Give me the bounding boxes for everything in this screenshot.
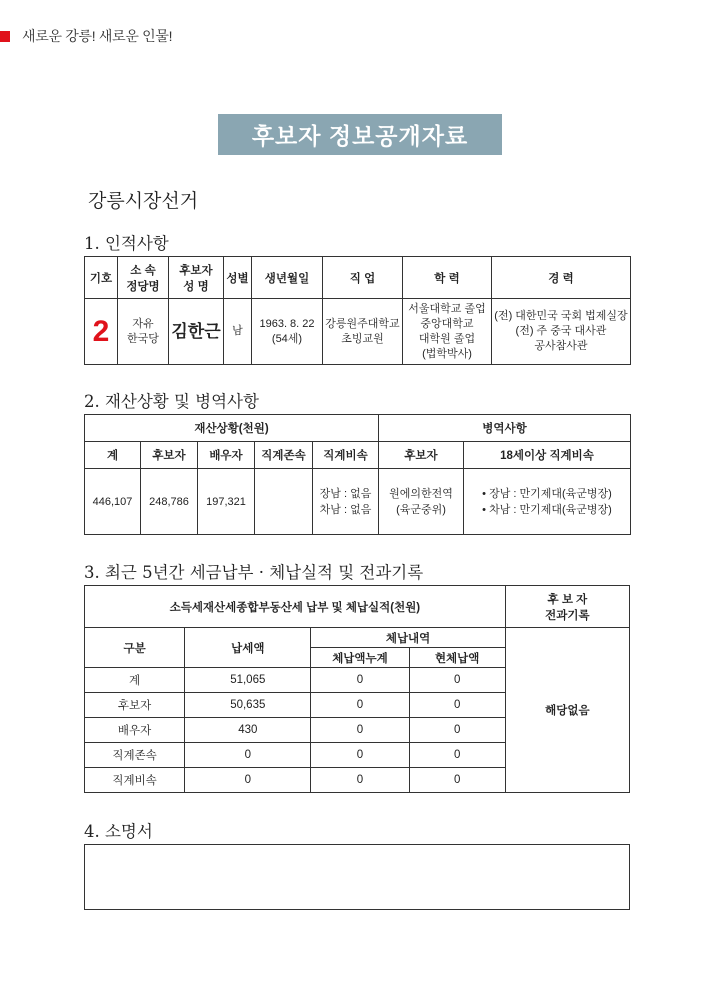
tax-category: 직계존속 bbox=[85, 743, 185, 768]
tax-arrears-total: 0 bbox=[311, 693, 409, 718]
tax-paid: 0 bbox=[185, 768, 311, 793]
tax-arrears-current: 0 bbox=[409, 668, 505, 693]
section1-title: 1. 인적사항 bbox=[84, 234, 169, 253]
tax-category: 배우자 bbox=[85, 718, 185, 743]
military-header: 병역사항 bbox=[379, 415, 631, 442]
col-military-descendant: 18세이상 직계비속 bbox=[464, 442, 631, 469]
property-ascendant bbox=[255, 469, 313, 535]
table-header-row bbox=[85, 628, 630, 648]
military-descendant: • 장남 : 만기제대(육군병장) • 차남 : 만기제대(육군병장) bbox=[464, 469, 631, 535]
slogan-text: 새로운 강릉! 새로운 인물! bbox=[22, 28, 173, 44]
red-square-marker bbox=[0, 31, 10, 42]
education: 서울대학교 졸업 중앙대학교 대학원 졸업 (법학박사) bbox=[403, 299, 492, 365]
tax-crime-table bbox=[84, 585, 630, 793]
section3-title: 3. 최근 5년간 세금납부 · 체납실적 및 전과기록 bbox=[84, 563, 424, 582]
tax-header: 소득세재산세종합부동산세 납부 및 체납실적(천원) bbox=[85, 586, 506, 628]
header-career: 경 력 bbox=[492, 257, 631, 299]
header-party: 소 속 정당명 bbox=[118, 257, 169, 299]
tax-paid: 50,635 bbox=[185, 693, 311, 718]
col-spouse: 배우자 bbox=[198, 442, 255, 469]
tax-arrears-total: 0 bbox=[311, 718, 409, 743]
property-descendant: 장남 : 없음 차남 : 없음 bbox=[313, 469, 379, 535]
property-military-table bbox=[84, 414, 631, 535]
header-num: 기호 bbox=[85, 257, 118, 299]
tax-arrears-total: 0 bbox=[311, 768, 409, 793]
col-descendant: 직계비속 bbox=[313, 442, 379, 469]
table-row bbox=[85, 299, 631, 365]
tax-category: 후보자 bbox=[85, 693, 185, 718]
col-arrears-current: 현체납액 bbox=[409, 648, 505, 668]
header-birth: 생년월일 bbox=[252, 257, 323, 299]
property-header: 재산상황(천원) bbox=[85, 415, 379, 442]
col-paid: 납세액 bbox=[185, 628, 311, 668]
crime-header: 후 보 자 전과기록 bbox=[505, 586, 629, 628]
election-name: 강릉시장선거 bbox=[88, 191, 199, 212]
col-military-candidate: 후보자 bbox=[379, 442, 464, 469]
header-education: 학 력 bbox=[403, 257, 492, 299]
tax-paid: 430 bbox=[185, 718, 311, 743]
property-candidate: 248,786 bbox=[141, 469, 198, 535]
header-job: 직 업 bbox=[323, 257, 403, 299]
col-candidate: 후보자 bbox=[141, 442, 198, 469]
birth-date: 1963. 8. 22 (54세) bbox=[252, 299, 323, 365]
tax-paid: 51,065 bbox=[185, 668, 311, 693]
job: 강릉원주대학교 초빙교원 bbox=[323, 299, 403, 365]
candidate-number: 2 bbox=[85, 299, 118, 365]
col-arrears: 체납내역 bbox=[311, 628, 505, 648]
tax-paid: 0 bbox=[185, 743, 311, 768]
career: (전) 대한민국 국회 법제실장 (전) 주 중국 대사관 공사참사관 bbox=[492, 299, 631, 365]
personal-info-table bbox=[84, 256, 631, 365]
tax-arrears-current: 0 bbox=[409, 768, 505, 793]
military-candidate: 원에의한전역 (육군중위) bbox=[379, 469, 464, 535]
crime-record: 해당없음 bbox=[505, 628, 629, 793]
gender: 남 bbox=[224, 299, 252, 365]
page-title-banner: 후보자 정보공개자료 bbox=[218, 114, 502, 155]
tax-arrears-total: 0 bbox=[311, 743, 409, 768]
col-category: 구분 bbox=[85, 628, 185, 668]
header-name: 후보자 성 명 bbox=[169, 257, 224, 299]
tax-arrears-current: 0 bbox=[409, 718, 505, 743]
tax-arrears-current: 0 bbox=[409, 743, 505, 768]
property-spouse: 197,321 bbox=[198, 469, 255, 535]
tax-arrears-current: 0 bbox=[409, 693, 505, 718]
section4-title: 4. 소명서 bbox=[84, 822, 153, 841]
table-header-row bbox=[85, 257, 631, 299]
table-row bbox=[85, 469, 631, 535]
header-gender: 성별 bbox=[224, 257, 252, 299]
table-header-row bbox=[85, 415, 631, 442]
tax-category: 계 bbox=[85, 668, 185, 693]
tax-category: 직계비속 bbox=[85, 768, 185, 793]
table-header-row bbox=[85, 442, 631, 469]
party-name: 자유 한국당 bbox=[118, 299, 169, 365]
tax-arrears-total: 0 bbox=[311, 668, 409, 693]
col-ascendant: 직계존속 bbox=[255, 442, 313, 469]
table-header-row bbox=[85, 586, 630, 628]
statement-box bbox=[84, 844, 630, 910]
property-total: 446,107 bbox=[85, 469, 141, 535]
col-total: 계 bbox=[85, 442, 141, 469]
col-arrears-total: 체납액누계 bbox=[311, 648, 409, 668]
slogan bbox=[0, 26, 172, 46]
section2-title: 2. 재산상황 및 병역사항 bbox=[84, 392, 259, 411]
candidate-name: 김한근 bbox=[169, 299, 224, 365]
